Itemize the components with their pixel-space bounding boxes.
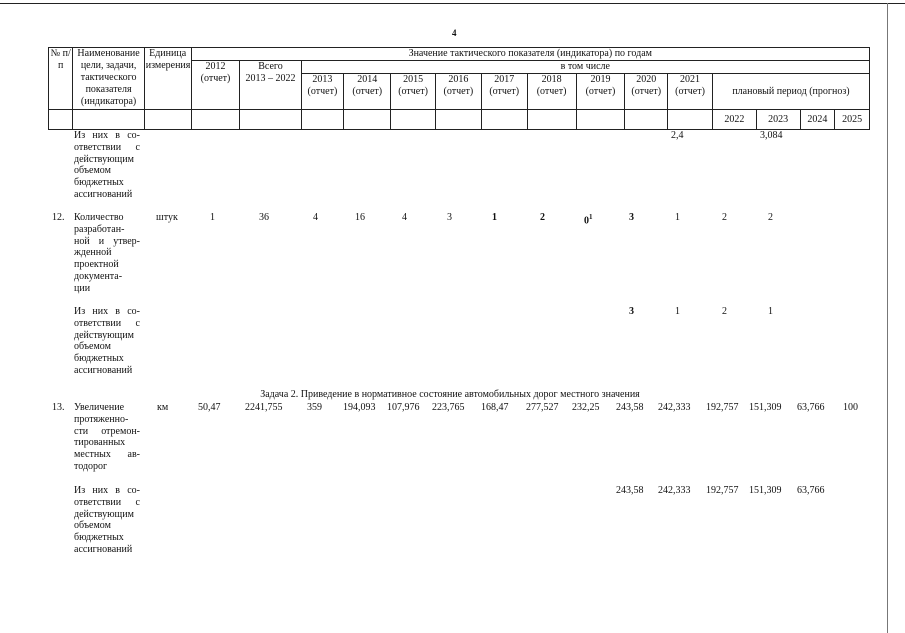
- row-name-sub: Из них в со- ответствии с действующим объемом бюджетных ассигнований: [74, 130, 140, 200]
- value-cell: 3: [629, 212, 634, 223]
- row-name: Увеличение протяженно- сти отремон- тированных местных ав- тодорог: [74, 402, 140, 472]
- page-number: 4: [452, 28, 457, 38]
- value-cell: 151,309: [749, 485, 782, 496]
- page-border-top: [0, 3, 905, 4]
- header-blank: [527, 110, 576, 130]
- value-cell: 243,58: [616, 485, 644, 496]
- value-cell: 192,757: [706, 485, 739, 496]
- header-blank: [49, 110, 73, 130]
- value-cell: 1: [210, 212, 215, 223]
- header-blank: [481, 110, 527, 130]
- value-cell: 50,47: [198, 402, 221, 413]
- header-year-2014: 2014 (отчет): [344, 74, 391, 110]
- header-blank: [625, 110, 668, 130]
- value-cell: 1: [492, 212, 497, 223]
- header-plan-year: 2022: [712, 110, 756, 130]
- header-total: Всего 2013 – 2022: [240, 61, 301, 110]
- value-cell: 277,527: [526, 402, 559, 413]
- header-blank: [301, 110, 344, 130]
- row-name-sub: Из них в со- ответствии с действующим объемом бюджетных ассигнований: [74, 306, 140, 376]
- header-blank: [144, 110, 191, 130]
- header-2012: 2012 (отчет): [191, 61, 240, 110]
- value-cell: 3: [629, 306, 634, 317]
- header-year-2019: 2019 (отчет): [576, 74, 625, 110]
- header-blank: [191, 110, 240, 130]
- header-plan: плановый период (прогноз): [712, 74, 869, 110]
- value-cell: 1: [675, 212, 680, 223]
- header-plan-year: 2025: [835, 110, 870, 130]
- header-group: Значение тактического показателя (индикатора) по годам: [191, 48, 869, 61]
- value-cell: 2: [722, 212, 727, 223]
- row-name-sub: Из них в со- ответствии с действующим объемом бюджетных ассигнований: [74, 485, 140, 555]
- value-cell: 2: [540, 212, 545, 223]
- value-cell: 2241,755: [245, 402, 283, 413]
- page-border-right: [887, 3, 888, 633]
- value-cell: 4: [402, 212, 407, 223]
- header-blank: [435, 110, 481, 130]
- unit-cell: км: [157, 402, 169, 413]
- header-year-2016: 2016 (отчет): [435, 74, 481, 110]
- header-blank: [576, 110, 625, 130]
- value-cell: $0^1$: [584, 213, 593, 227]
- value-cell: 1: [768, 306, 773, 317]
- header-plan-year: 2024: [800, 110, 835, 130]
- value-cell: 100: [843, 402, 858, 413]
- value-cell: 2: [722, 306, 727, 317]
- row-number: 12.: [52, 212, 65, 223]
- value-cell: 107,976: [387, 402, 420, 413]
- value-cell: 151,309: [749, 402, 782, 413]
- value-cell: 243,58: [616, 402, 644, 413]
- header-blank: [668, 110, 713, 130]
- row-number: 13.: [52, 402, 65, 413]
- value-cell: 2: [768, 212, 773, 223]
- header-blank: [391, 110, 436, 130]
- value-cell: 242,333: [658, 485, 691, 496]
- row-name: Количество разработан- ной и утвер- жденной проектной документа- ции: [74, 212, 140, 294]
- value-cell: 3,084: [760, 130, 783, 141]
- value-cell: 4: [313, 212, 318, 223]
- value-cell: 242,333: [658, 402, 691, 413]
- value-cell: 194,093: [343, 402, 376, 413]
- header-col-name: Наименование цели, задачи, тактического показателя (индикатора): [73, 48, 144, 110]
- header-blank: [240, 110, 301, 130]
- header-year-2013: 2013 (отчет): [301, 74, 344, 110]
- value-cell: 16: [355, 212, 365, 223]
- value-cell: 359: [307, 402, 322, 413]
- unit-cell: штук: [156, 212, 178, 223]
- value-cell: 223,765: [432, 402, 465, 413]
- header-year-2020: 2020 (отчет): [625, 74, 668, 110]
- header-col-num: № п/п: [49, 48, 73, 110]
- footnote-marker: 1: [589, 213, 593, 221]
- value-cell: 168,47: [481, 402, 509, 413]
- task-heading: Задача 2. Приведение в нормативное состояние автомобильных дорог местного значения: [260, 389, 640, 400]
- header-year-2017: 2017 (отчет): [481, 74, 527, 110]
- header-plan-year: 2023: [756, 110, 800, 130]
- header-table: [48, 47, 870, 130]
- header-year-2018: 2018 (отчет): [527, 74, 576, 110]
- value-cell: 192,757: [706, 402, 739, 413]
- header-blank: [73, 110, 144, 130]
- value-cell: 1: [675, 306, 680, 317]
- value-cell: 63,766: [797, 402, 825, 413]
- header-including: в том числе: [301, 61, 869, 74]
- value-cell: 63,766: [797, 485, 825, 496]
- value-cell: 2,4: [671, 130, 684, 141]
- header-col-unit: Единица измерения: [144, 48, 191, 110]
- header-blank: [344, 110, 391, 130]
- value-cell: 3: [447, 212, 452, 223]
- value-cell: 232,25: [572, 402, 600, 413]
- value-cell: 36: [259, 212, 269, 223]
- header-year-2015: 2015 (отчет): [391, 74, 436, 110]
- header-year-2021: 2021 (отчет): [668, 74, 713, 110]
